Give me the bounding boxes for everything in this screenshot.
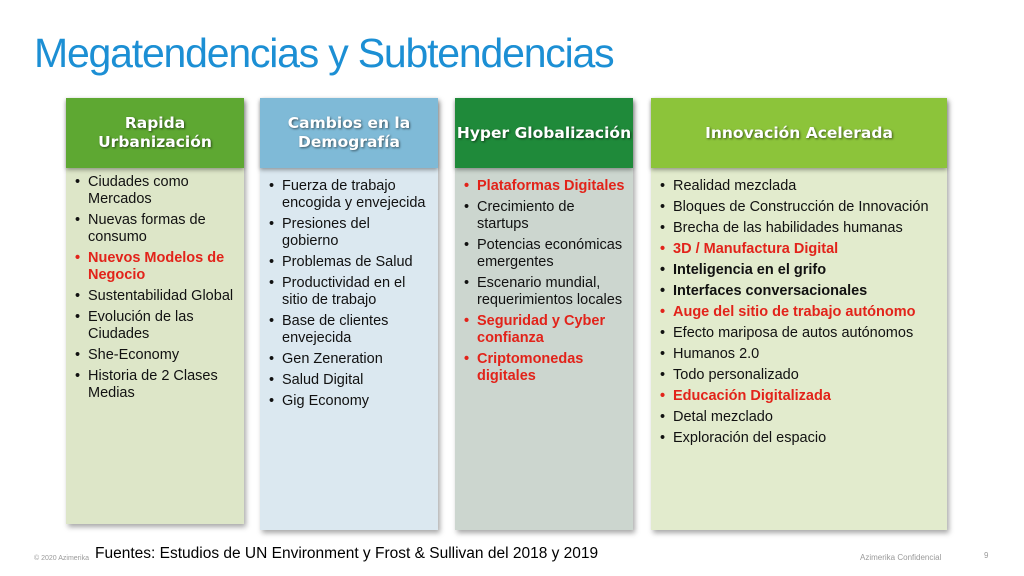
trend-item: • Productividad en el sitio de trabajo — [260, 275, 438, 309]
trend-item: • Seguridad y Cyber confianza — [455, 313, 633, 347]
column-title: Innovación Acelerada — [705, 123, 893, 142]
trend-item: • Ciudades como Mercados — [66, 174, 244, 208]
trend-item: • Plataformas Digitales — [455, 178, 633, 195]
trend-list — [66, 174, 244, 406]
trend-item: • Bloques de Construcción de Innovación — [651, 199, 947, 216]
megatrend-column-globalizacion — [455, 98, 633, 530]
column-header — [455, 98, 633, 168]
trend-item: • Gen Zeneration — [260, 351, 438, 368]
trend-list — [455, 178, 633, 389]
trend-item: • Realidad mezclada — [651, 178, 947, 195]
column-body — [455, 168, 633, 530]
slide-title: Megatendencias y Subtendencias — [34, 30, 614, 76]
column-body — [260, 168, 438, 530]
column-header — [66, 98, 244, 168]
confidential-label: Azimerika Confidencial — [860, 553, 942, 562]
trend-item: • Escenario mundial, requerimientos locales — [455, 275, 633, 309]
trend-item: • Gig Economy — [260, 393, 438, 410]
trend-list — [651, 178, 947, 451]
trend-item: • Presiones del gobierno — [260, 216, 438, 250]
trend-item: • Detal mezclado — [651, 409, 947, 426]
column-body — [66, 168, 244, 524]
trend-item: • Base de clientes envejecida — [260, 313, 438, 347]
trend-item: • Educación Digitalizada — [651, 388, 947, 405]
trend-item: • Auge del sitio de trabajo autónomo — [651, 304, 947, 321]
column-title: Hyper Globalización — [456, 123, 632, 142]
trend-item: • Efecto mariposa de autos autónomos — [651, 325, 947, 342]
column-title: Rapida Urbanización — [98, 114, 212, 151]
column-body — [651, 168, 947, 530]
trend-item: • Problemas de Salud — [260, 254, 438, 271]
trend-item: • Nuevas formas de consumo — [66, 212, 244, 246]
trend-item: • Nuevos Modelos de Negocio — [66, 250, 244, 284]
trend-item: • Evolución de las Ciudades — [66, 309, 244, 343]
column-header — [260, 98, 438, 168]
trend-item: • Exploración del espacio — [651, 430, 947, 447]
column-title: Cambios en la Demografía — [287, 114, 411, 151]
trend-item: • 3D / Manufactura Digital — [651, 241, 947, 258]
trend-item: • Potencias económicas emergentes — [455, 237, 633, 271]
megatrend-column-urbanizacion — [66, 98, 244, 524]
trend-item: • Inteligencia en el grifo — [651, 262, 947, 279]
trend-item: • Fuerza de trabajo encogida y envejecida — [260, 178, 438, 212]
column-header — [651, 98, 947, 168]
trend-item: • Humanos 2.0 — [651, 346, 947, 363]
trend-item: • Historia de 2 Clases Medias — [66, 368, 244, 402]
megatrend-column-innovacion — [651, 98, 947, 530]
trend-list — [260, 178, 438, 414]
trend-item: • Todo personalizado — [651, 367, 947, 384]
trend-item: • Crecimiento de startups — [455, 199, 633, 233]
sources-note: Fuentes: Estudios de UN Environment y Frost & Sullivan del 2018 y 2019 — [95, 545, 599, 562]
trend-item: • Criptomonedas digitales — [455, 351, 633, 385]
megatrend-column-demografia — [260, 98, 438, 530]
trend-item: • Brecha de las habilidades humanas — [651, 220, 947, 237]
trend-item: • She-Economy — [66, 347, 244, 364]
trend-item: • Sustentabilidad Global — [66, 288, 244, 305]
copyright-text: © 2020 Azimerika — [34, 555, 89, 562]
trend-item: • Salud Digital — [260, 372, 438, 389]
trend-item: • Interfaces conversacionales — [651, 283, 947, 300]
page-number: 9 — [984, 551, 989, 560]
